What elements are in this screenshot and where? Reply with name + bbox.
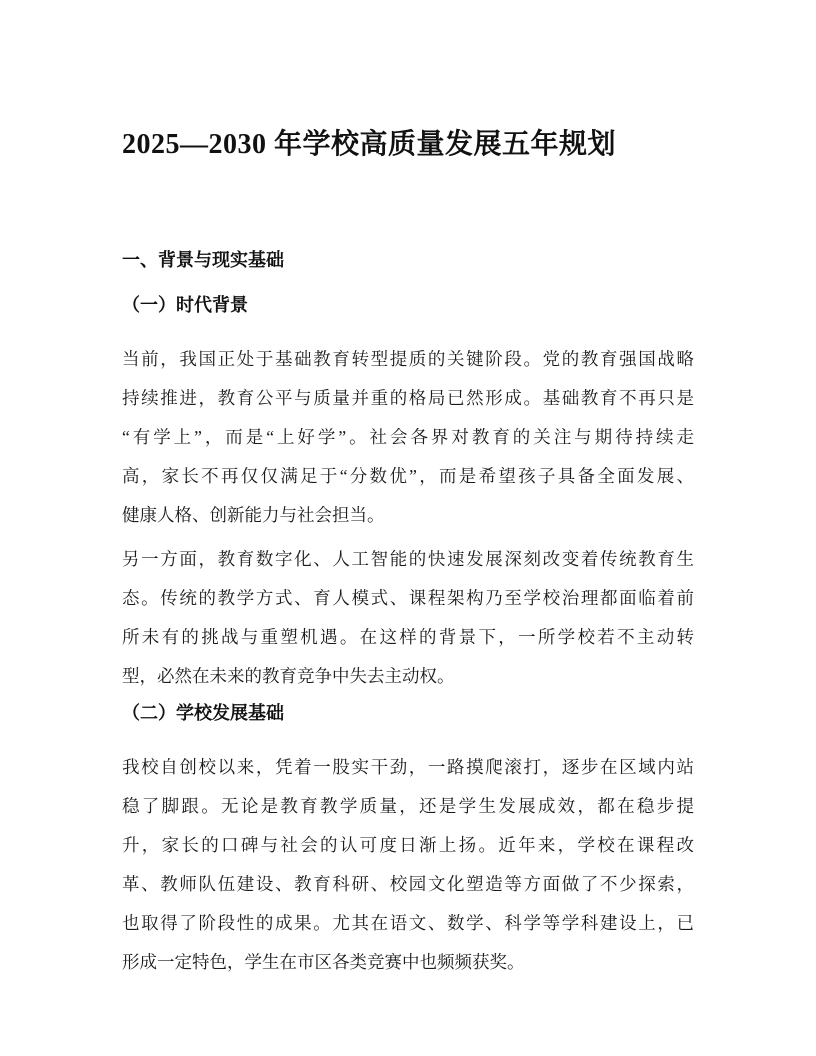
paragraph-line: 高，家长不再仅仅满足于“分数优”，而是希望孩子具备全面发展、 <box>122 466 694 486</box>
paragraph-line: 革、教师队伍建设、教育科研、校园文化塑造等方面做了不少探索， <box>122 874 694 894</box>
paragraph-line: 稳了脚跟。无论是教育教学质量，还是学生发展成效，都在稳步提 <box>122 796 694 816</box>
paragraph-line: 另一方面，教育数字化、人工智能的快速发展深刻改变着传统教育生 <box>122 549 694 569</box>
paragraph-line: 型，必然在未来的教育竞争中失去主动权。 <box>122 666 455 686</box>
paragraph-era-background-1 <box>122 340 694 535</box>
paragraph-line: 持续推进，教育公平与质量并重的格局已然形成。基础教育不再只是 <box>122 388 694 408</box>
paragraph-line: 态。传统的教学方式、育人模式、课程架构乃至学校治理都面临着前 <box>122 588 694 608</box>
paragraph-line: 所未有的挑战与重塑机遇。在这样的背景下，一所学校若不主动转 <box>122 627 694 647</box>
subsection-heading-school-foundation: （二）学校发展基础 <box>122 703 284 723</box>
paragraph-era-background-2 <box>122 540 694 696</box>
paragraph-line: 形成一定特色，学生在市区各类竞赛中也频频获奖。 <box>122 952 525 972</box>
paragraph-line: 当前，我国正处于基础教育转型提质的关键阶段。党的教育强国战略 <box>122 349 694 369</box>
section-heading-background: 一、背景与现实基础 <box>122 250 284 270</box>
paragraph-line: 健康人格、创新能力与社会担当。 <box>122 505 385 525</box>
paragraph-school-foundation-1 <box>122 748 694 982</box>
document-title: 2025—2030 年学校高质量发展五年规划 <box>122 129 617 160</box>
paragraph-line: “有学上”，而是“上好学”。社会各界对教育的关注与期待持续走 <box>122 427 694 447</box>
paragraph-line: 升，家长的口碑与社会的认可度日渐上扬。近年来，学校在课程改 <box>122 835 694 855</box>
paragraph-line: 我校自创校以来，凭着一股实干劲，一路摸爬滚打，逐步在区域内站 <box>122 757 694 777</box>
subsection-heading-era-background: （一）时代背景 <box>122 295 248 315</box>
paragraph-line: 也取得了阶段性的成果。尤其在语文、数学、科学等学科建设上，已 <box>122 913 694 933</box>
